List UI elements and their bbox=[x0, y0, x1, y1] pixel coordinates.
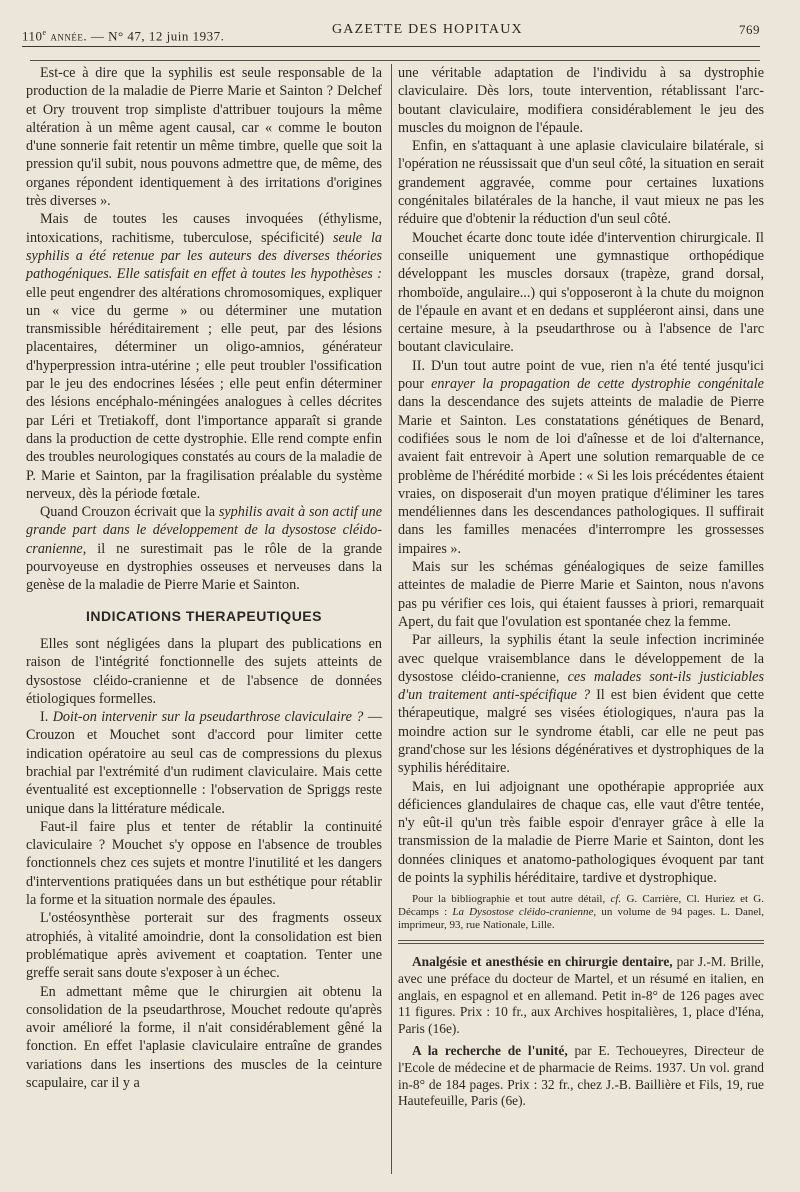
emphasis-run: La Dysostose cléido-cranienne, bbox=[452, 906, 597, 919]
right-column bbox=[398, 64, 764, 1116]
text-run: un volume de 94 pages. L. Danel, imprimeur, 93, rue Nationale, Lille. bbox=[398, 906, 765, 932]
emphasis-run: syphilis avait à son actif une grande part dans le développement de la dysostose cléido-cranienne, bbox=[26, 504, 382, 557]
page-number: 769 bbox=[739, 22, 760, 37]
paragraph: En admettant même que le chirurgien ait obtenu la consolidation de la pseudarthrose, Mouchet redoute qu'après avoir amélioré la forme, il n'ait considérablement gêné la fonction. En effet l'aplasie claviculaire entraîne de grandes variations dans les insertions des muscles de la ceinture scapulaire, car il y a bbox=[26, 983, 382, 1092]
review-text bbox=[398, 954, 764, 1037]
text-run: Par ailleurs, la syphilis étant la seule infection incriminée avec quelque vraisemblance dans le développement de la dysostose cléido-cranienne, bbox=[398, 632, 764, 685]
emphasis-run: cf. bbox=[610, 893, 622, 906]
paragraph bbox=[26, 503, 382, 594]
emphasis-run: seule la syphilis a été retenue par les auteurs des diverses théories pathogéniques. Elle satisfait en effet à toutes les hypothèses : bbox=[26, 229, 382, 283]
bibliography-note bbox=[398, 893, 764, 932]
paragraph: L'ostéosynthèse porterait sur des fragments osseux atrophiés, à vitalité amoindrie, dont la consolidation est bien problématique après avivement et coaptation. Tenter une greffe serait sans doute s'exposer à un échec. bbox=[26, 910, 382, 982]
text-run: II. D'un tout autre point de vue, rien n'a été tenté jusqu'ici pour bbox=[398, 357, 764, 393]
issue-date: — N° 47, 12 juin 1937. bbox=[90, 28, 225, 44]
paragraph bbox=[398, 357, 764, 558]
text-run: Quand Crouzon écrivait que la bbox=[40, 504, 219, 521]
paragraph: Faut-il faire plus et tenter de rétablir la continuité claviculaire ? Mouchet s'y oppose en l'absence de troubles fonctionnels chez ces sujets et montre l'inutilité et les dangers d'interventions pratiquées dans un but esthétique pour rétablir la forme et la situation normale des épaules. bbox=[26, 818, 382, 909]
paragraph: Enfin, en s'attaquant à une aplasie claviculaire bilatérale, si l'opération ne réussissait que d'un seul côté, la situation en serait grandement aggravée, comme pour certaines luxations congénitales bilatérales de la hanche, il vaut mieux ne pas les réduire que d'obtenir la réduction d'un seul côté. bbox=[398, 138, 764, 228]
paragraph: Mais, en lui adjoignant une opothérapie appropriée aux déficiences glandulaires de chaque cas, elle vaut d'être tentée, n'y eût-il qu'un très faible espoir d'enrayer grâce à elle la transmission de la maladie de Pierre Marie et Sainton, dont les données cliniques et anatomo-pathologiques évoquent par tant de points la syphilis héréditaire, tardive et dystrophique. bbox=[398, 778, 764, 887]
column-divider bbox=[391, 64, 392, 1174]
paragraph: une véritable adaptation de l'individu à sa dystrophie claviculaire. Dès lors, toute intervention, rétablissant l'arc-boutant claviculaire, modifiera considérablement le jeu des muscles du moignon de l'épaule. bbox=[398, 65, 764, 136]
paragraph: Mouchet écarte donc toute idée d'intervention chirurgicale. Il conseille uniquement une gymnastique orthopédique développant les muscles dorsaux (trapèze, grand dorsal, rhomboïde, angulaire...) qui s'opposeront à la chute du moignon de l'épaule en avant et en dedans et suppléeront ainsi, dans une certaine mesure, à la pseudarthrose ou à l'absence de l'arc boutant claviculaire. bbox=[398, 229, 764, 356]
year-suffix: e bbox=[42, 28, 47, 37]
paragraph: Elles sont négligées dans la plupart des publications en raison de l'intégrité fonctionnelle des sujets atteints de dysostose cléido-cranienne et de l'absence de données étiologiques formelles. bbox=[26, 635, 382, 707]
year-number: 110 bbox=[22, 28, 43, 44]
paragraph: Est-ce à dire que la syphilis est seule responsable de la production de la maladie de Pierre Marie et Sainton ? Delchef et Ory trouvent trop simpliste d'attribuer toujours la même altération à un même agent causal, car « comme le bouton d'une sonnerie fait retentir un même timbre, quelle que soit la pression qu'il subit, nous pouvons admettre que, de même, des organes répondent identiquement à des irritations d'origines très diverses ». bbox=[26, 65, 382, 210]
page-header bbox=[22, 22, 760, 44]
left-column bbox=[26, 64, 382, 1092]
section-title: INDICATIONS THERAPEUTIQUES bbox=[86, 607, 322, 624]
review-title: A la recherche de l'unité, bbox=[412, 1043, 568, 1059]
annee-label: année. bbox=[50, 28, 88, 44]
book-review bbox=[398, 954, 764, 1037]
text-run: G. Carrière, Cl. Huriez et G. Décamps : bbox=[398, 893, 764, 919]
header-rule-secondary bbox=[30, 60, 760, 61]
issue-line bbox=[22, 28, 224, 44]
header-rule bbox=[22, 46, 760, 47]
paragraph bbox=[26, 210, 382, 503]
book-review bbox=[398, 1043, 764, 1109]
review-body: par E. Techoueyres, Directeur de l'Ecole de médecine et de pharmacie de Reims. 1937. Un vol. grand in-8° de 184 pages. Prix : 32 fr., chez J.-B. Baillière et Fils, 19, rue Hautefeuille, Paris (6e). bbox=[398, 1043, 764, 1109]
review-text bbox=[398, 1043, 764, 1109]
text-run: I. bbox=[40, 709, 53, 726]
section-rule-secondary bbox=[398, 943, 764, 944]
text-run: dans la descendance des sujets atteints de maladie de Pierre Marie et Sainton. Les constatations génétiques de Benard, codifiées sous le nom de loi d'aînesse et de loi d'alternance, avaient fait entrevoir à Apert une solution remarquable de ce problème de l'hérédité morbide : « Si les lois précédentes étaient vraies, on disposerait d'un moyen pratique d'éliminer les tares mendéliennes dans les descendances pathologiques. Il suffirait dans les familles menacées d'interrompre les grossesses impaires ». bbox=[398, 394, 764, 557]
emphasis-run: ces malades sont-ils justiciables d'un traitement anti-spécifique ? bbox=[398, 668, 764, 704]
review-title: Analgésie et anesthésie en chirurgie dentaire, bbox=[412, 954, 673, 970]
journal-title: GAZETTE DES HOPITAUX bbox=[332, 22, 523, 37]
review-body: par J.-M. Brille, avec une préface du docteur de Martel, et un résumé en italien, en anglais, en espagnol et en allemand. Petit in-8° de 126 pages avec 11 figures. Prix : 10 fr., aux Archives hospitalières, 1, place d'Iéna, Paris (16e). bbox=[398, 954, 764, 1036]
paragraph bbox=[398, 631, 764, 777]
section-rule bbox=[398, 940, 764, 941]
text-run: il ne surestimait pas le rôle de la grande pourvoyeuse en dystrophies osseuses et nerveuses dans la genèse de la maladie de Pierre Marie et Sainton. bbox=[26, 540, 382, 594]
text-run: Il est bien évident que cette thérapeutique, malgré ses visées étiologiques, n'aura pas la moindre action sur le syndrome établi, car elle ne peut pas grand'chose sur les lésions dégénératives et dystrophiques de la syphilis héréditaire. bbox=[398, 687, 765, 777]
text-run: elle peut engendrer des altérations chromosomiques, expliquer un « vice du germe » ou déterminer une mutation transmissible héréditairement ; elle peut, par des lésions placentaires, déterminer un oligo-amnios, générateur d'hyperpression intra-utérine ; elle peut troubler l'ossification par le jeu des endocrines lésées ; elle peut enfin déterminer des lésions encéphalo-méningées analogues à celles décrites par Léri et Tretiakoff, dont l'importance apparaît si grande dans la production de cette dystrophie. Elle rend compte enfin des troubles neurologiques constatés au cours de la maladie de P. Marie et Sainton, par la fragilisation préalable du système nerveux, dès la période fœtale. bbox=[26, 284, 382, 502]
text-run: Mais de toutes les causes invoquées (éthylisme, intoxications, rachitisme, tuberculose, spécificité) bbox=[26, 211, 382, 246]
paragraph: Mais sur les schémas généalogiques de seize familles atteintes de maladie de Pierre Marie et Sainton, nous n'avons pas pu vérifier ces lois, qui étaient fausses à priori, remarquait Apert, du fait que l'ovulation est spontanée chez la femme. bbox=[398, 559, 764, 630]
emphasis-run: Doit-on intervenir sur la pseudarthrose claviculaire ? bbox=[52, 709, 364, 726]
paragraph bbox=[26, 708, 382, 818]
emphasis-run: enrayer la propagation de cette dystrophie congénitale bbox=[431, 376, 764, 393]
text-run: — Crouzon et Mouchet sont d'accord pour limiter cette indication opératoire au seul cas de compressions du plexus brachial par l'extrémité d'un rudiment claviculaire. Mais cette éventualité est exceptionnelle : l'observation de Spriggs reste unique dans la littérature médicale. bbox=[26, 709, 383, 817]
bibliography-text bbox=[398, 893, 764, 932]
text-run: Pour la bibliographie et tout autre détail, bbox=[412, 893, 611, 906]
